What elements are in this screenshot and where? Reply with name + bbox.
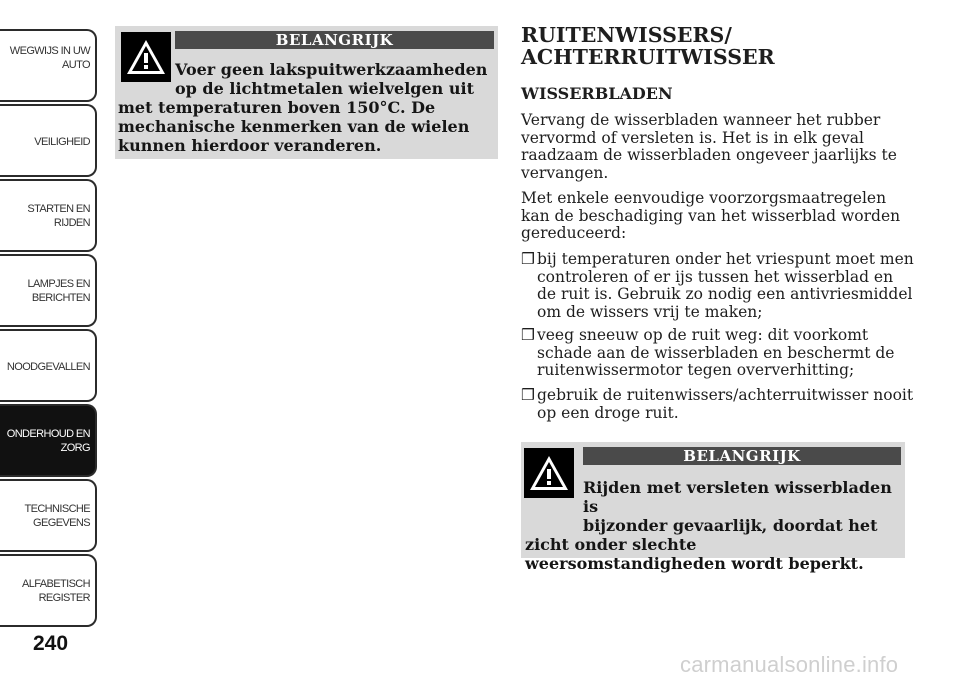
warning-box-wipers	[521, 442, 905, 573]
list-item-text: gebruik de ruitenwissers/achterruitwisser nooit op een droge ruit.	[537, 386, 914, 422]
tab-noodgevallen[interactable]	[0, 329, 97, 402]
tab-label: BERICHTEN	[31, 292, 90, 304]
tab-label: REGISTER	[38, 592, 90, 604]
tab-technische-gegevens[interactable]	[0, 479, 97, 552]
list-item	[521, 327, 916, 380]
tab-label: VEILIGHEID	[34, 136, 90, 148]
checkbox-bullet-icon: ❒	[521, 326, 535, 344]
tab-label: WEGWIJS IN UW	[9, 45, 90, 57]
section-title: RUITENWISSERS/ ACHTERRUITWISSER	[521, 23, 775, 69]
list-item	[521, 251, 916, 321]
section-subtitle: WISSERBLADEN	[521, 84, 673, 103]
tab-label: RIJDEN	[53, 217, 90, 229]
tab-starten-en-rijden[interactable]	[0, 179, 97, 252]
tab-wegwijs-in-uw-auto[interactable]	[0, 29, 97, 102]
tab-label: NOODGEVALLEN	[6, 361, 90, 373]
warning-text-first-line: Voer geen lakspuitwerkzaamheden	[175, 60, 488, 79]
tab-label: GEGEVENS	[33, 517, 90, 529]
watermark: carmanualsonline.info	[680, 652, 899, 677]
tab-label: ZORG	[60, 442, 90, 454]
tab-alfabetisch-register[interactable]	[0, 554, 97, 627]
warning-text	[118, 60, 496, 155]
tab-veiligheid[interactable]	[0, 104, 97, 177]
list-item-text: veeg sneeuw op de ruit weg: dit voorkomt schade aan de wisserbladen en beschermt de ruitenwissermotor tegen oververhitting;	[537, 326, 895, 379]
checkbox-bullet-icon: ❒	[521, 250, 535, 268]
warning-text-rest: op de lichtmetalen wielvelgen uit met temperaturen boven 150°C. De mechanische kenmerken van de wielen kunnen hierdoor veranderen.	[118, 79, 474, 155]
tab-label: AUTO	[62, 59, 90, 71]
warning-text-rest: bijzonder gevaarlijk, doordat het zicht onder slechte weersomstandigheden wordt beperkt.	[525, 516, 878, 573]
list-item	[521, 387, 916, 422]
paragraph-intro: Vervang de wisserbladen wanneer het rubber vervormd of versleten is. Het is in elk geval raadzaam de wisserbladen ongeveer jaarlijks te vervangen.	[521, 111, 897, 182]
warning-header: BELANGRIJK	[175, 31, 494, 49]
checkbox-bullet-icon: ❒	[521, 386, 535, 404]
warning-text-first-line: Rijden met versleten wisserbladen is	[583, 478, 892, 516]
warning-text	[525, 478, 901, 573]
warning-box-wheels	[115, 26, 498, 159]
tab-label: ALFABETISCH	[22, 578, 90, 590]
tab-label: STARTEN EN	[27, 203, 90, 215]
list-item-text: bij temperaturen onder het vriespunt moet men controleren of er ijs tussen het wisserblad en de ruit is. Gebruik zo nodig een antivriesmiddel om de wissers vrij te maken;	[537, 250, 914, 321]
warning-header: BELANGRIJK	[583, 447, 901, 465]
tab-label: ONDERHOUD EN	[6, 428, 90, 440]
tab-label: LAMPJES EN	[27, 278, 90, 290]
tab-onderhoud-en-zorg[interactable]	[0, 404, 97, 477]
tab-label: TECHNISCHE	[24, 503, 90, 515]
tab-lampjes-en-berichten[interactable]	[0, 254, 97, 327]
page-number: 240	[33, 632, 69, 655]
paragraph-precautions: Met enkele eenvoudige voorzorgsmaatregelen kan de beschadiging van het wisserblad worden gereduceerd:	[521, 189, 901, 242]
